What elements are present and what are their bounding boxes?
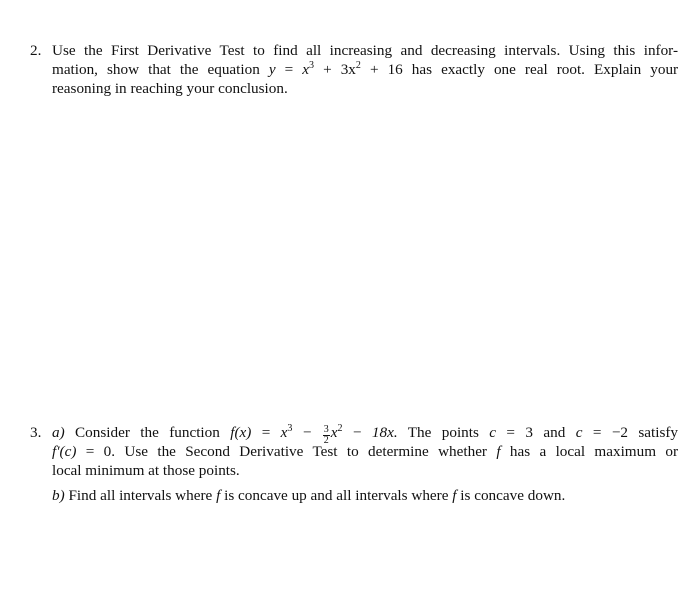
c2-val: −2 bbox=[611, 424, 628, 441]
problem-2-line-3 bbox=[30, 79, 678, 98]
part-b-f2: f bbox=[452, 487, 457, 504]
problem-2-text-2b: has exactly one real root. Explain your bbox=[411, 61, 679, 78]
part-b-text-c: is concave down. bbox=[460, 487, 566, 504]
part-b-line bbox=[30, 486, 678, 505]
eq-exp-1: 3 bbox=[309, 60, 315, 71]
part-b-text-a: Find all intervals where bbox=[68, 487, 213, 504]
eq-exp-2: 2 bbox=[355, 60, 361, 71]
problem-3 bbox=[30, 423, 678, 505]
part-a-text-3: local minimum at those points. bbox=[52, 462, 240, 479]
func-x3: x bbox=[280, 424, 288, 441]
problem-2-text-2a: mation, show that the equation bbox=[52, 61, 260, 78]
eq-sign: = bbox=[284, 61, 294, 78]
eq-term-2 bbox=[341, 61, 356, 78]
f-symbol: f bbox=[496, 443, 501, 460]
func-exp3: 3 bbox=[287, 423, 293, 434]
func-minus: − bbox=[302, 424, 312, 441]
func-eq: = bbox=[261, 424, 271, 441]
problem-3-line-2 bbox=[30, 442, 678, 461]
func-x2: x bbox=[330, 424, 338, 441]
problem-2-number: 2. bbox=[30, 42, 42, 59]
and-word: and bbox=[543, 424, 566, 441]
c2: c bbox=[575, 424, 583, 441]
c1-eq: = bbox=[506, 424, 515, 441]
eq-plus-1: + bbox=[323, 61, 332, 78]
func-name: f(x) bbox=[230, 424, 252, 441]
func-term3: 18x. bbox=[371, 424, 398, 441]
part-a-text-points: The points bbox=[407, 424, 479, 441]
f-prime-c: f′(c) bbox=[52, 443, 77, 460]
eq-term-3: 16 bbox=[387, 61, 403, 78]
func-minus-2: − bbox=[352, 424, 362, 441]
eq-lhs: y bbox=[268, 61, 276, 78]
part-a-text-1: Consider the function bbox=[75, 424, 220, 441]
equation bbox=[269, 61, 403, 78]
eq-term-2-text: 3x bbox=[340, 61, 356, 78]
part-b-f1: f bbox=[216, 487, 221, 504]
part-b-label: b) bbox=[52, 487, 65, 504]
problem-3-number: 3. bbox=[30, 424, 42, 441]
c1: c bbox=[489, 424, 497, 441]
part-a-text-2: Use the Second Derivative Test to determine whether bbox=[124, 443, 487, 460]
problem-2-text-1: Use the First Derivative Test to find all increasing and decreasing intervals. Using this infor- bbox=[52, 42, 678, 59]
f-prime-eq: = 0. bbox=[85, 443, 116, 460]
problem-2-line-2 bbox=[30, 60, 678, 79]
problem-3-line-1 bbox=[30, 423, 679, 446]
c1-val: 3 bbox=[525, 424, 533, 441]
part-a-text-2c: has a local maximum or bbox=[509, 443, 679, 460]
frac-numerator: 3 bbox=[323, 424, 329, 435]
eq-plus-2: + bbox=[369, 61, 379, 78]
satisfy-word: satisfy bbox=[638, 424, 679, 441]
problem-2-line-1 bbox=[30, 41, 678, 60]
frac-denominator: 2 bbox=[323, 435, 329, 446]
problem-3-line-3 bbox=[30, 461, 678, 480]
problem-2-text-3: reasoning in reaching your conclusion. bbox=[52, 80, 288, 97]
part-b-text-b: is concave up and all intervals where bbox=[224, 487, 449, 504]
function-def bbox=[230, 423, 398, 446]
problem-2 bbox=[30, 41, 678, 98]
c2-eq: = bbox=[592, 424, 602, 441]
part-a-label: a) bbox=[52, 424, 65, 441]
func-exp2: 2 bbox=[337, 423, 343, 434]
eq-term-1: x bbox=[302, 61, 310, 78]
